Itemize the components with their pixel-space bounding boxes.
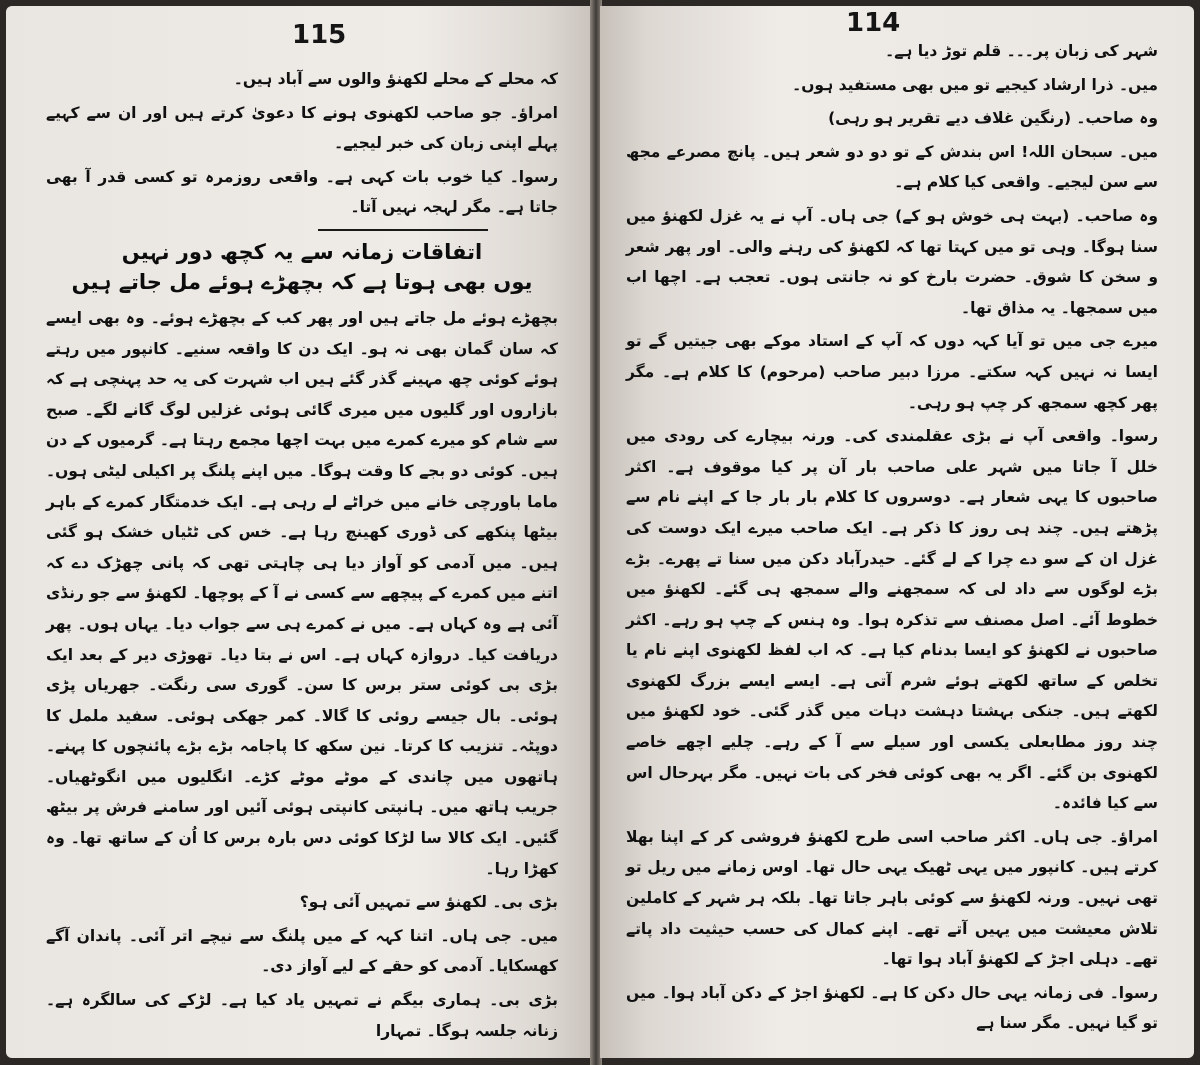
paragraph: میں۔ سبحان اللہ! اس بندش کے تو دو دو شعر ہیں۔ پانچ مصرعے مجھ سے سن لیجیے۔ واقعی کیا کلام ہے۔ (626, 142, 1158, 192)
paragraph: وہ صاحب۔ (رنگین غلاف دیے تقریر ہو رہی) (828, 109, 1158, 128)
paragraph: شہر کی زبان پر۔۔۔ قلم توڑ دیا ہے۔ (885, 42, 1158, 60)
paragraph: رسوا۔ واقعی آپ نے بڑی عقلمندی کی۔ ورنہ بیچارے کی رودی میں خلل آ جاتا میں شہر علی صاحب بار آن پر کیا موقوف ہے۔ اکثر صاحبوں کا یہی شعار ہے۔ دوسروں کا کلام بار بار جا کے اپنے نام سے پڑھتے ہیں۔ چند ہی روز کا ذکر ہے۔ ایک صاحب میرے ایک دوست کی غزل ان کے سو دے چرا کے لے گئے۔ حیدرآباد دکن میں سنا تے پھرے۔ بڑے بڑے لوگوں سے داد لی کہ سمجھنے والے سمجھ ہی گئے۔ لکھنؤ میں خطوط آئے۔ اصل مصنف سے تذکرہ ہوا۔ وہ ہنس کے چپ ہو رہے۔ اکثر صاحبوں نے لکھنؤ کو ایسا بدنام کیا ہے۔ کہ اب لفظ لکھنوی اپنے نام یا تخلص کے ساتھ لکھتے ہوئے شرم آتی ہے۔ ایسے ایسے بزرگ لکھنوی لکھتے ہیں۔ جنکی بہشتا دہشت دہات میں گذر گئی۔ خود لکھنؤ میں چند روز مطابعلی یکسی اور سیلے سے آ کے رہے۔ چلیے اچھے خاصے لکھنوی بن گئے۔ اگر یہ بھی کوئی فخر کی بات نہیں۔ مگر بہرحال اس سے کیا فائدہ۔ (626, 427, 1158, 813)
paragraph: کہ محلے کے محلے لکھنؤ والوں سے آباد ہیں۔ (233, 70, 558, 88)
right-page (600, 6, 1194, 1058)
right-page-text (626, 36, 1158, 1039)
paragraph: وہ صاحب۔ (بہت ہی خوش ہو کے) جی ہاں۔ آپ نے یہ غزل لکھنؤ میں سنا ہوگا۔ وہی تو میں کہتا تھا کہ لکھنؤ کی رہنے والی۔ اور پھر شعر و سخن کا شوق۔ حضرت بارخ کو نہ جانتی ہوں۔ تعجب ہے۔ اچھا اب میں سمجھا۔ یہ مذاق تھا۔ (626, 206, 1158, 317)
paragraph: بڑی بی۔ لکھنؤ سے تمہیں آئی ہو؟ (299, 893, 558, 912)
paragraph: امراؤ۔ جی ہاں۔ اکثر صاحب اسی طرح لکھنؤ فروشی کر کے اپنا بھلا کرتے ہیں۔ کانپور میں یہی ٹھیک یہی حال تھا۔ اوس زمانے میں ریل تو تھی نہیں۔ ورنہ لکھنؤ سے کوئی باہر جاتا تھا۔ بلکہ ہر شہر کے کاملین تلاش معیشت میں یہیں آتے تھے۔ اپنے کمال کی حسب حیثیت داد پاتے تھے۔ دہلی اجڑ کے لکھنؤ آباد ہوا تھا۔ (626, 827, 1158, 969)
paragraph: بچھڑے ہوئے مل جاتے ہیں اور پھر کب کے بچھڑے ہوئے۔ وہ بھی ایسے کہ سان گمان بھی نہ ہو۔ ایک دن کا واقعہ سنیے۔ کانپور میں رہتے ہوئے کوئی چھ مہینے گذر گئے ہیں اب شہرت کی یہ حد پہنچی ہے کہ بازاروں اور گلیوں میں میری گائی ہوئی غزلیں لوگ گانے لگے۔ صبح سے شام کو میرے کمرے میں بہت اچھا مجمع رہتا ہے۔ گرمیوں کے دن ہیں۔ کوئی دو بجے کا وقت ہوگا۔ میں اپنے پلنگ پر اکیلی لیٹی ہوں۔ ماما باورچی خانے میں خراٹے لے رہی ہے۔ ایک خدمتگار کمرے کے باہر بیٹھا پنکھے کی ڈوری کھینچ رہا ہے۔ خس کی ٹٹیاں خشک ہو گئی ہیں۔ میں آدمی کو آواز دیا ہی چاہتی تھی کہ پانی چھڑک دے کہ اتنے میں کمرے کے پیچھے سے کسی نے آ کے پوچھا۔ لکھنؤ سے جو رنڈی آئی ہے وہ کہاں ہے۔ میں نے کمرے ہی سے جواب دیا۔ یہاں ہوں۔ پھر دریافت کیا۔ دروازہ کہاں ہے۔ اس نے بتا دیا۔ تھوڑی دیر کے بعد ایک بڑی بی کوئی ستر برس کا سن۔ گوری سی رنگت۔ جھریاں پڑی ہوئی۔ بال جیسے روئی کا گالا۔ کمر جھکی ہوئی۔ سفید ململ کا دوپٹہ۔ تنزیب کا کرتا۔ نین سکھ کا پاجامہ بڑے بڑے پائنچوں کا پہنے۔ ہاتھوں میں چاندی کے موٹے موٹے کڑے۔ انگلیوں میں انگوٹھیاں۔ جریب ہاتھ میں۔ ہانپتی کانپتی ہوئی آئیں اور سامنے فرش پر بیٹھ گئیں۔ ایک کالا سا لڑکا کوئی دس بارہ برس کا اُن کے ساتھ تھا۔ وہ کھڑا رہا۔ (46, 308, 558, 878)
paragraph: بڑی بی۔ ہماری بیگم نے تمہیں یاد کیا ہے۔ لڑکے کی سالگرہ ہے۔ زنانہ جلسہ ہوگا۔ تمہارا (46, 991, 558, 1040)
left-page-text (46, 64, 558, 223)
couplet-line: اتفاقات زمانہ سے یہ کچھ دور نہیں (121, 239, 483, 264)
page-number-left: 115 (292, 20, 347, 50)
paragraph: میرے جی میں تو آیا کہہ دوں کہ آپ کے استاد موکے بھی جیتیں گے تو ایسا نہ نہیں کہہ سکتے۔ مرزا دبیر صاحب (مرحوم) کا کلام ہے۔ مگر پھر کچھ سمجھ کر چپ ہو رہی۔ (626, 332, 1158, 412)
left-page-body (46, 303, 558, 1046)
section-divider (318, 229, 488, 231)
page-number-right: 114 (846, 8, 901, 38)
couplet (46, 237, 558, 297)
paragraph: میں۔ ذرا ارشاد کیجیے تو میں بھی مستفید ہوں۔ (792, 75, 1158, 94)
left-page (6, 6, 592, 1058)
couplet-line: یوں بھی ہوتا ہے کہ بچھڑے ہوئے مل جاتے ہیں (71, 269, 533, 294)
paragraph: رسوا۔ کیا خوب بات کہی ہے۔ واقعی روزمرہ تو کسی قدر آ بھی جاتا ہے۔ مگر لہجہ نہیں آتا۔ (46, 167, 558, 217)
paragraph: رسوا۔ فی زمانہ یہی حال دکن کا ہے۔ لکھنؤ اجڑ کے دکن آباد ہوا۔ میں تو گیا نہیں۔ مگر سنا ہے (626, 983, 1158, 1033)
paragraph: میں۔ جی ہاں۔ اتنا کہہ کے میں پلنگ سے نیچے اتر آئی۔ پاندان آگے کھسکایا۔ آدمی کو حقے کے لیے آواز دی۔ (46, 926, 558, 976)
paragraph: امراؤ۔ جو صاحب لکھنوی ہونے کا دعویٰ کرتے ہیں اور ان سے کہیے پہلے اپنی زبان کی خبر لیجیے۔ (46, 103, 558, 153)
